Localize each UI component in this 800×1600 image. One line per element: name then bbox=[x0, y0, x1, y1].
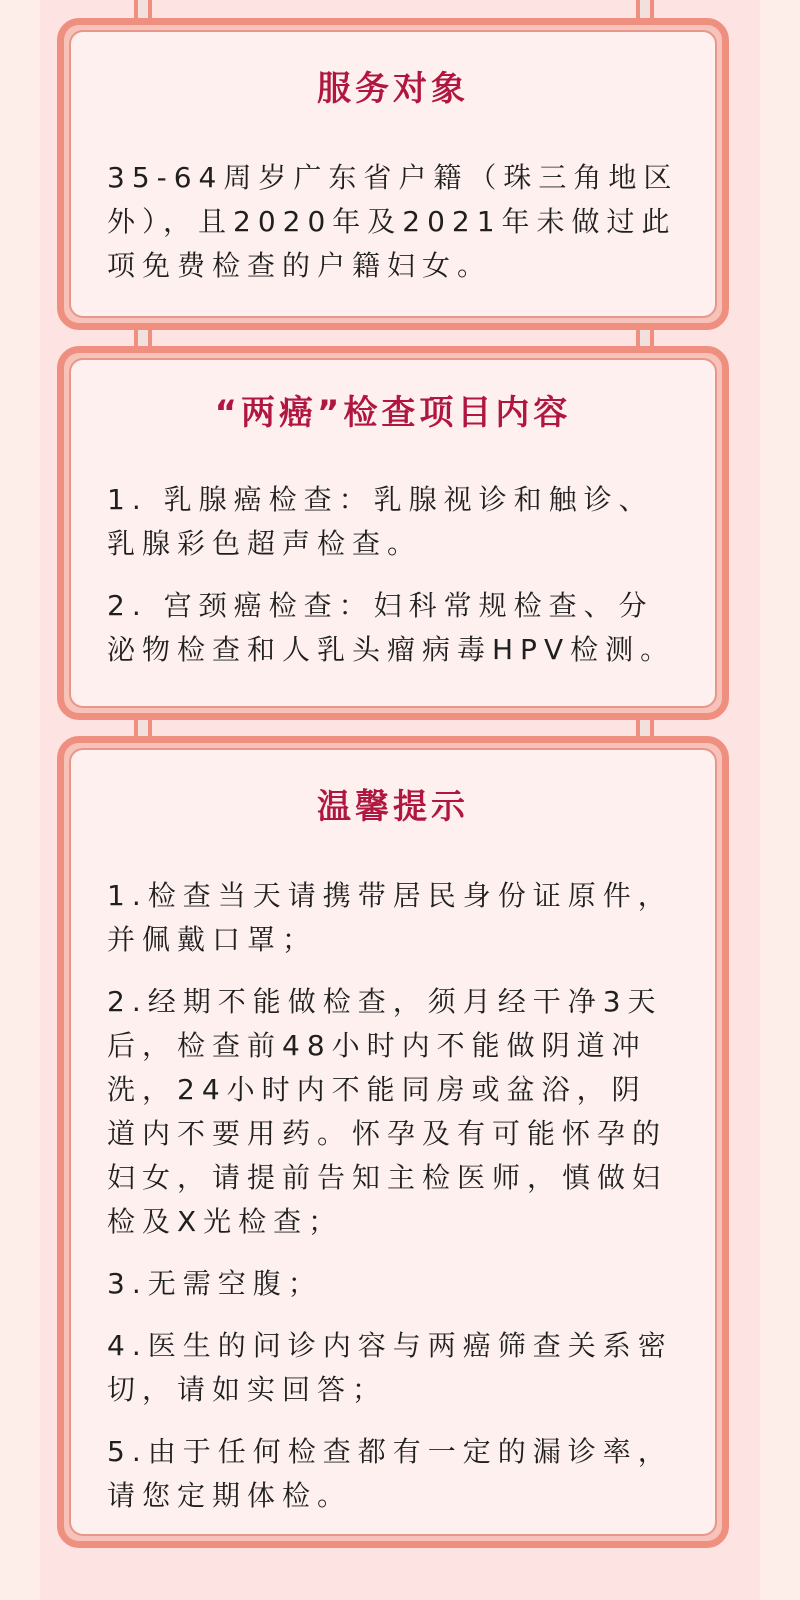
tip-item: 5.由于任何检查都有一定的漏诊率，请您定期体检。 bbox=[107, 1435, 673, 1512]
tip-item: 1.检查当天请携带居民身份证原件，并佩戴口罩； bbox=[107, 879, 673, 956]
screening-items-card bbox=[57, 346, 729, 720]
tip-item: 4.医生的问诊内容与两癌筛查关系密切，请如实回答； bbox=[107, 1329, 673, 1406]
tip-item: 2.经期不能做检查，须月经干净3天后，检查前48小时内不能做阴道冲洗，24小时内不能同房或盆浴，阴道内不要用药。怀孕及有可能怀孕的妇女，请提前告知主检医师，慎做妇检及X光检查； bbox=[107, 985, 668, 1238]
card-title: “两癌”检查项目内容 bbox=[214, 393, 572, 433]
card-paragraph: 2. 宫颈癌检查：妇科常规检查、分泌物检查和人乳头瘤病毒HPV检测。 bbox=[107, 589, 676, 666]
card-title: 温馨提示 bbox=[317, 787, 469, 827]
card-paragraph: 1. 乳腺癌检查：乳腺视诊和触诊、乳腺彩色超声检查。 bbox=[107, 483, 654, 560]
card-paragraph: 35-64周岁广东省户籍（珠三角地区外），且2020年及2021年未做过此项免费检查的户籍妇女。 bbox=[107, 161, 679, 282]
service-target-card bbox=[57, 18, 729, 330]
tip-item: 3.无需空腹； bbox=[107, 1267, 323, 1300]
card-content bbox=[69, 358, 717, 708]
tips-card bbox=[57, 736, 729, 1548]
card-content bbox=[69, 748, 717, 1536]
card-title: 服务对象 bbox=[317, 69, 469, 109]
card-content bbox=[69, 30, 717, 318]
